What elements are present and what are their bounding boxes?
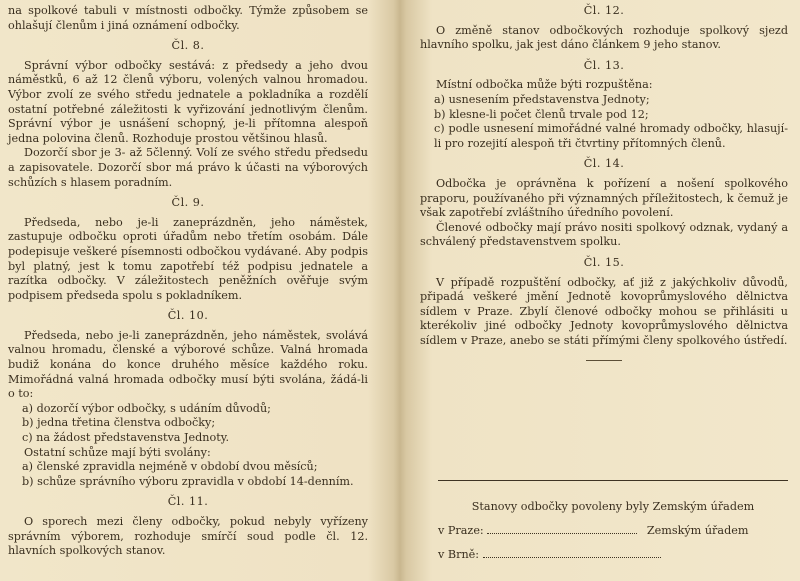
article-11-paragraph: O sporech mezi členy odbočky, pokud nebyly vyřízeny správním výborem, rozhoduje smírčí soud podle čl. 12. hlavních spolkových stanov. — [8, 515, 368, 558]
left-page — [8, 0, 368, 581]
page-top-edge — [12, 0, 364, 3]
article-12-paragraph: O změně stanov odbočkových rozhoduje spolkový sjezd hlavního spolku, jak jest dáno článkem 9 jeho stanov. — [420, 23, 788, 52]
article-10-paragraph: Předseda, nebo je-li zaneprázdněn, jeho náměstek, svolává valnou hromadu, členské a výborové schůze. Valná hromada budiž konána do konce druhého měsíce každého roku. Mimořádná valná hromada odbočky musí býti svolána, žádá-li o to: — [8, 328, 368, 401]
approval-block — [438, 500, 788, 563]
article-10b-item-a: a) členské zpravidla nejméně v období dvou měsíců; — [22, 460, 318, 474]
praha-blank — [487, 524, 637, 534]
article-15-paragraph: V případě rozpuštění odbočky, ať již z jakýchkoliv důvodů, připadá veškeré jmění Jednotě kovoprůmyslového dělnictva sídlem v Praze. Zbylí členové odbočky mohou se přihlásiti u kterékoliv jiné odbočky Jednoty kovoprůmyslového dělnictva sídlem v Praze, anebo se státi přímými členy spolkového ústředí. — [420, 275, 788, 347]
article-13-paragraph: Místní odbočka může býti rozpuštěna: — [436, 78, 653, 92]
article-14-paragraph-2: Členové odbočky mají právo nositi spolkový odznak, vydaný a schválený představenstvem spolku. — [420, 220, 788, 249]
brno-line — [438, 548, 788, 563]
section-end-rule — [586, 360, 622, 361]
praha-line — [438, 524, 788, 539]
article-10-item-b: b) jedna třetina členstva odbočky; — [22, 416, 216, 430]
article-10-item-c: c) na žádost představenstva Jednoty. — [22, 431, 230, 445]
article-8-paragraph-1: Správní výbor odbočky sestává: z předsedy a jeho dvou náměstků, 6 až 12 členů výboru, volených valnou hromadou. Výbor zvolí ze svého středu jednatele a pokladníka a rozdělí ostatní potřebné záležitosti k vyřizování jednotlivým členům. Správní výbor je usnášení schopný, je-li přítomna alespoň jedna polovina členů. Rozhoduje prostou většinou hlasů. — [8, 58, 368, 145]
article-13-item-a: a) usnesením představenstva Jednoty; — [434, 92, 650, 106]
article-11-heading: Čl. 11. — [167, 495, 209, 509]
article-10b-item-b: b) schůze správního výboru zpravidla v období 14-denním. — [22, 474, 354, 488]
footer-divider — [438, 480, 788, 481]
article-10-item-a: a) dozorčí výbor odbočky, s udáním důvodů; — [22, 401, 271, 415]
article-13-heading: Čl. 13. — [583, 58, 625, 72]
article-10-paragraph-2: Ostatní schůze mají býti svolány: — [24, 445, 211, 459]
brno-blank — [483, 548, 661, 558]
article-9-paragraph: Předseda, nebo je-li zaneprázdněn, jeho náměstek, zastupuje odbočku oproti úřadům nebo třetím osobám. Dále podepisuje veškeré písemnosti odbočkou vydávané. Aby podpis byl platný, jest k tomu zapotřebí též podpisu jednatele a razítka odbočky. V záležitostech peněžních ověřuje svým podpisem předseda spolu s pokladníkem. — [8, 215, 368, 302]
article-8-paragraph-2: Dozorčí sbor je 3- až 5členný. Volí ze svého středu předsedu a zapisovatele. Dozorčí sbor má právo k účasti na výborových schůzích s hlasem poradním. — [8, 146, 368, 189]
article-10-heading: Čl. 10. — [167, 309, 209, 323]
article-14-paragraph-1: Odbočka je oprávněna k pořízení a nošení spolkového praporu, používaného při významných příležitostech, k čemuž je však zapotřebí zvláštního úředního povolení. — [420, 176, 788, 220]
article-12-heading: Čl. 12. — [583, 4, 625, 17]
praha-label: v Praze: — [438, 523, 484, 537]
article-15-heading: Čl. 15. — [583, 255, 625, 269]
article-9-heading: Čl. 9. — [171, 196, 205, 210]
right-page — [420, 0, 788, 581]
article-13-item-b: b) klesne-li počet členů trvale pod 12; — [434, 107, 649, 121]
article-8-heading: Čl. 8. — [171, 39, 205, 53]
brno-label: v Brně: — [438, 548, 480, 562]
paragraph-continuation: na spolkové tabuli v místnosti odbočky. Týmže způsobem se ohlašují členům i jiná oznámení odbočky. — [8, 4, 368, 32]
article-13-item-c: c) podle usnesení mimořádné valné hromady odbočky, hlasují-li pro rozejití alespoň tři čtvrtiny přítomných členů. — [434, 122, 788, 150]
approval-text: Stanovy odbočky povoleny byly Zemským úřadem — [471, 500, 755, 513]
article-14-heading: Čl. 14. — [583, 157, 625, 171]
zemsky-urad-label: Zemským úřadem — [646, 523, 749, 537]
